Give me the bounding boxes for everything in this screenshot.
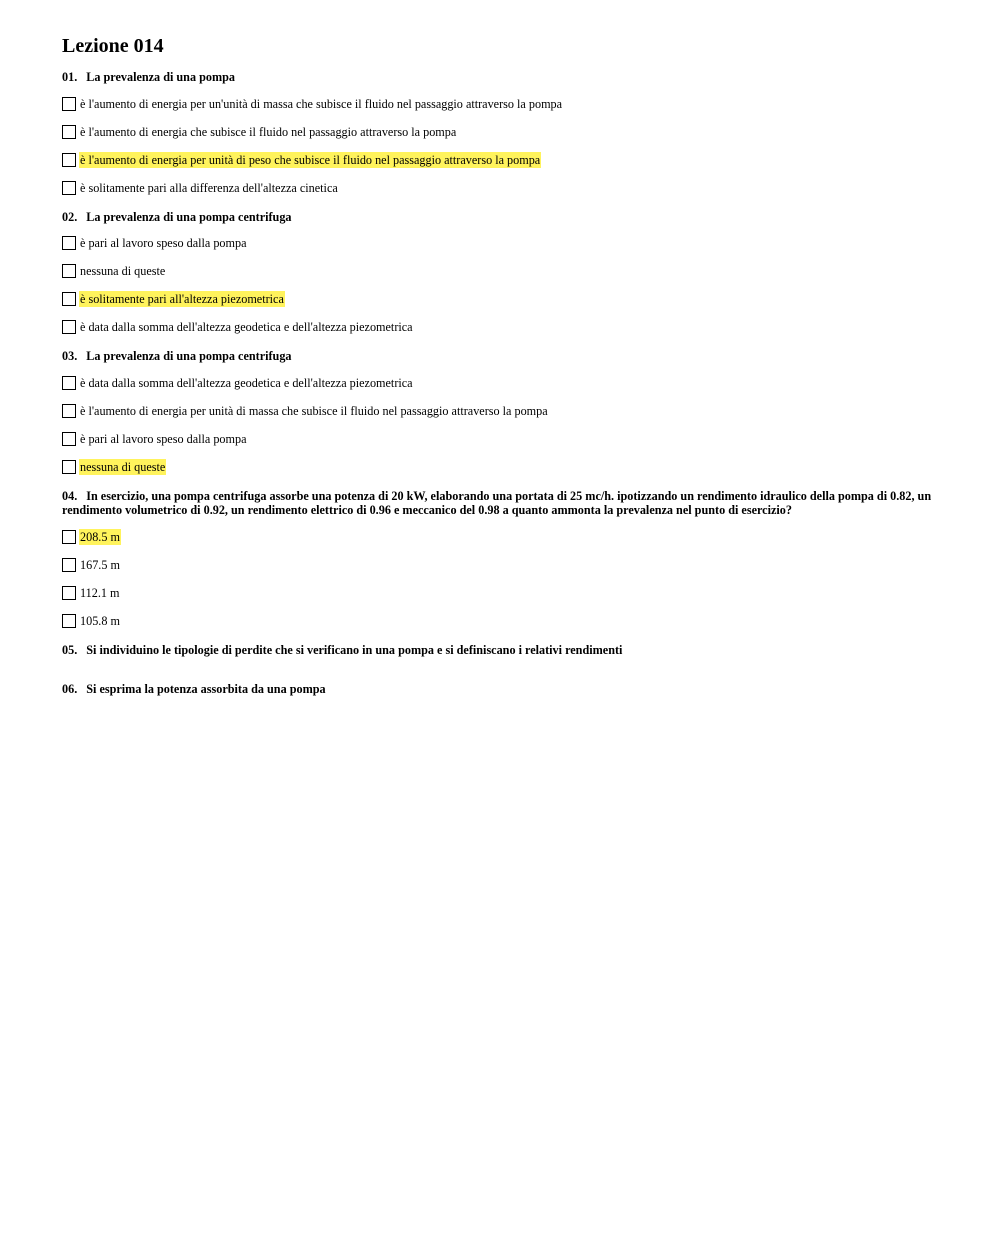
question-number: 01. — [62, 70, 78, 84]
answer-checkbox[interactable] — [62, 125, 76, 139]
answer-checkbox[interactable] — [62, 432, 76, 446]
answer-option[interactable] — [62, 613, 932, 629]
answer-option-correct[interactable] — [62, 291, 932, 307]
question-text: La prevalenza di una pompa centrifuga — [86, 209, 292, 224]
question-02 — [62, 210, 932, 336]
answer-option-correct[interactable] — [62, 459, 932, 475]
answer-option[interactable] — [62, 180, 932, 196]
answer-checkbox[interactable] — [62, 404, 76, 418]
question-text: La prevalenza di una pompa centrifuga — [86, 349, 292, 363]
answer-checkbox[interactable] — [62, 460, 76, 474]
answer-option[interactable] — [62, 431, 932, 447]
answer-option[interactable] — [62, 263, 932, 279]
answer-text-highlighted: è l'aumento di energia per unità di peso che subisce il fluido nel passaggio attraverso la pompa — [80, 152, 541, 167]
question-number: 06. — [62, 682, 78, 696]
answer-text-highlighted: 208.5 m — [80, 529, 120, 544]
answer-checkbox[interactable] — [62, 586, 76, 600]
answer-text: è pari al lavoro speso dalla pompa — [80, 431, 247, 446]
answer-text: è pari al lavoro speso dalla pompa — [80, 236, 247, 250]
answer-text: 105.8 m — [80, 613, 120, 628]
answer-option[interactable] — [62, 235, 932, 251]
question-text: Si individuino le tipologie di perdite che si verificano in una pompa e si definiscano i relativi rendimenti — [86, 642, 623, 657]
question-text: In esercizio, una pompa centrifuga assorbe una potenza di 20 kW, elaborando una portata di 25 mc/h. ipotizzando un rendimento idraulico della pompa di 0.82, un rendimento volumetrico di 0.92, un rendimento elettrico di 0.96 e meccanico del 0.98 a quanto ammonta la prevalenza nel punto di esercizio? — [62, 488, 932, 517]
answer-text: 167.5 m — [80, 557, 120, 572]
page-title: Lezione 014 — [62, 35, 164, 57]
question-heading — [62, 643, 932, 658]
answer-text: è l'aumento di energia per un'unità di massa che subisce il fluido nel passaggio attraverso la pompa — [80, 96, 563, 111]
answer-checkbox[interactable] — [62, 97, 76, 111]
answer-checkbox[interactable] — [62, 236, 76, 250]
question-heading — [62, 210, 932, 225]
question-04 — [62, 489, 932, 629]
answer-text: è l'aumento di energia per unità di massa che subisce il fluido nel passaggio attraverso la pompa — [80, 403, 548, 418]
answer-option[interactable] — [62, 375, 932, 391]
answer-checkbox[interactable] — [62, 181, 76, 195]
answer-checkbox[interactable] — [62, 264, 76, 278]
answer-checkbox[interactable] — [62, 153, 76, 167]
answer-text: è l'aumento di energia che subisce il fluido nel passaggio attraverso la pompa — [80, 124, 457, 139]
question-number: 03. — [62, 349, 78, 363]
question-03 — [62, 349, 932, 475]
answer-option-correct[interactable] — [62, 529, 932, 545]
answer-text: è data dalla somma dell'altezza geodetica e dell'altezza piezometrica — [80, 375, 413, 390]
answer-text-highlighted: nessuna di queste — [80, 459, 166, 474]
answer-option[interactable] — [62, 403, 932, 419]
question-heading — [62, 682, 932, 697]
answer-option[interactable] — [62, 319, 932, 335]
document-page — [62, 33, 932, 722]
answer-checkbox[interactable] — [62, 376, 76, 390]
answer-checkbox[interactable] — [62, 292, 76, 306]
question-01 — [62, 70, 932, 196]
answer-text: nessuna di queste — [80, 264, 166, 278]
question-text: La prevalenza di una pompa — [86, 70, 235, 84]
answer-text: è data dalla somma dell'altezza geodetica e dell'altezza piezometrica — [80, 320, 413, 334]
answer-option-correct[interactable] — [62, 152, 932, 168]
answer-checkbox[interactable] — [62, 614, 76, 628]
question-05 — [62, 643, 932, 658]
answer-option[interactable] — [62, 96, 932, 112]
question-text: Si esprima la potenza assorbita da una pompa — [86, 682, 326, 696]
answer-checkbox[interactable] — [62, 530, 76, 544]
question-heading — [62, 349, 932, 364]
question-heading — [62, 70, 932, 85]
answer-option[interactable] — [62, 557, 932, 573]
question-06 — [62, 682, 932, 697]
answer-text-highlighted: è solitamente pari all'altezza piezometrica — [80, 292, 284, 306]
answer-checkbox[interactable] — [62, 320, 76, 334]
answer-checkbox[interactable] — [62, 558, 76, 572]
question-number: 02. — [62, 209, 78, 224]
question-number: 04. — [62, 488, 78, 503]
answer-text: 112.1 m — [80, 585, 120, 600]
answer-text: è solitamente pari alla differenza dell'altezza cinetica — [80, 180, 338, 195]
answer-option[interactable] — [62, 124, 932, 140]
question-heading — [62, 489, 932, 518]
answer-option[interactable] — [62, 585, 932, 601]
question-number: 05. — [62, 642, 78, 657]
